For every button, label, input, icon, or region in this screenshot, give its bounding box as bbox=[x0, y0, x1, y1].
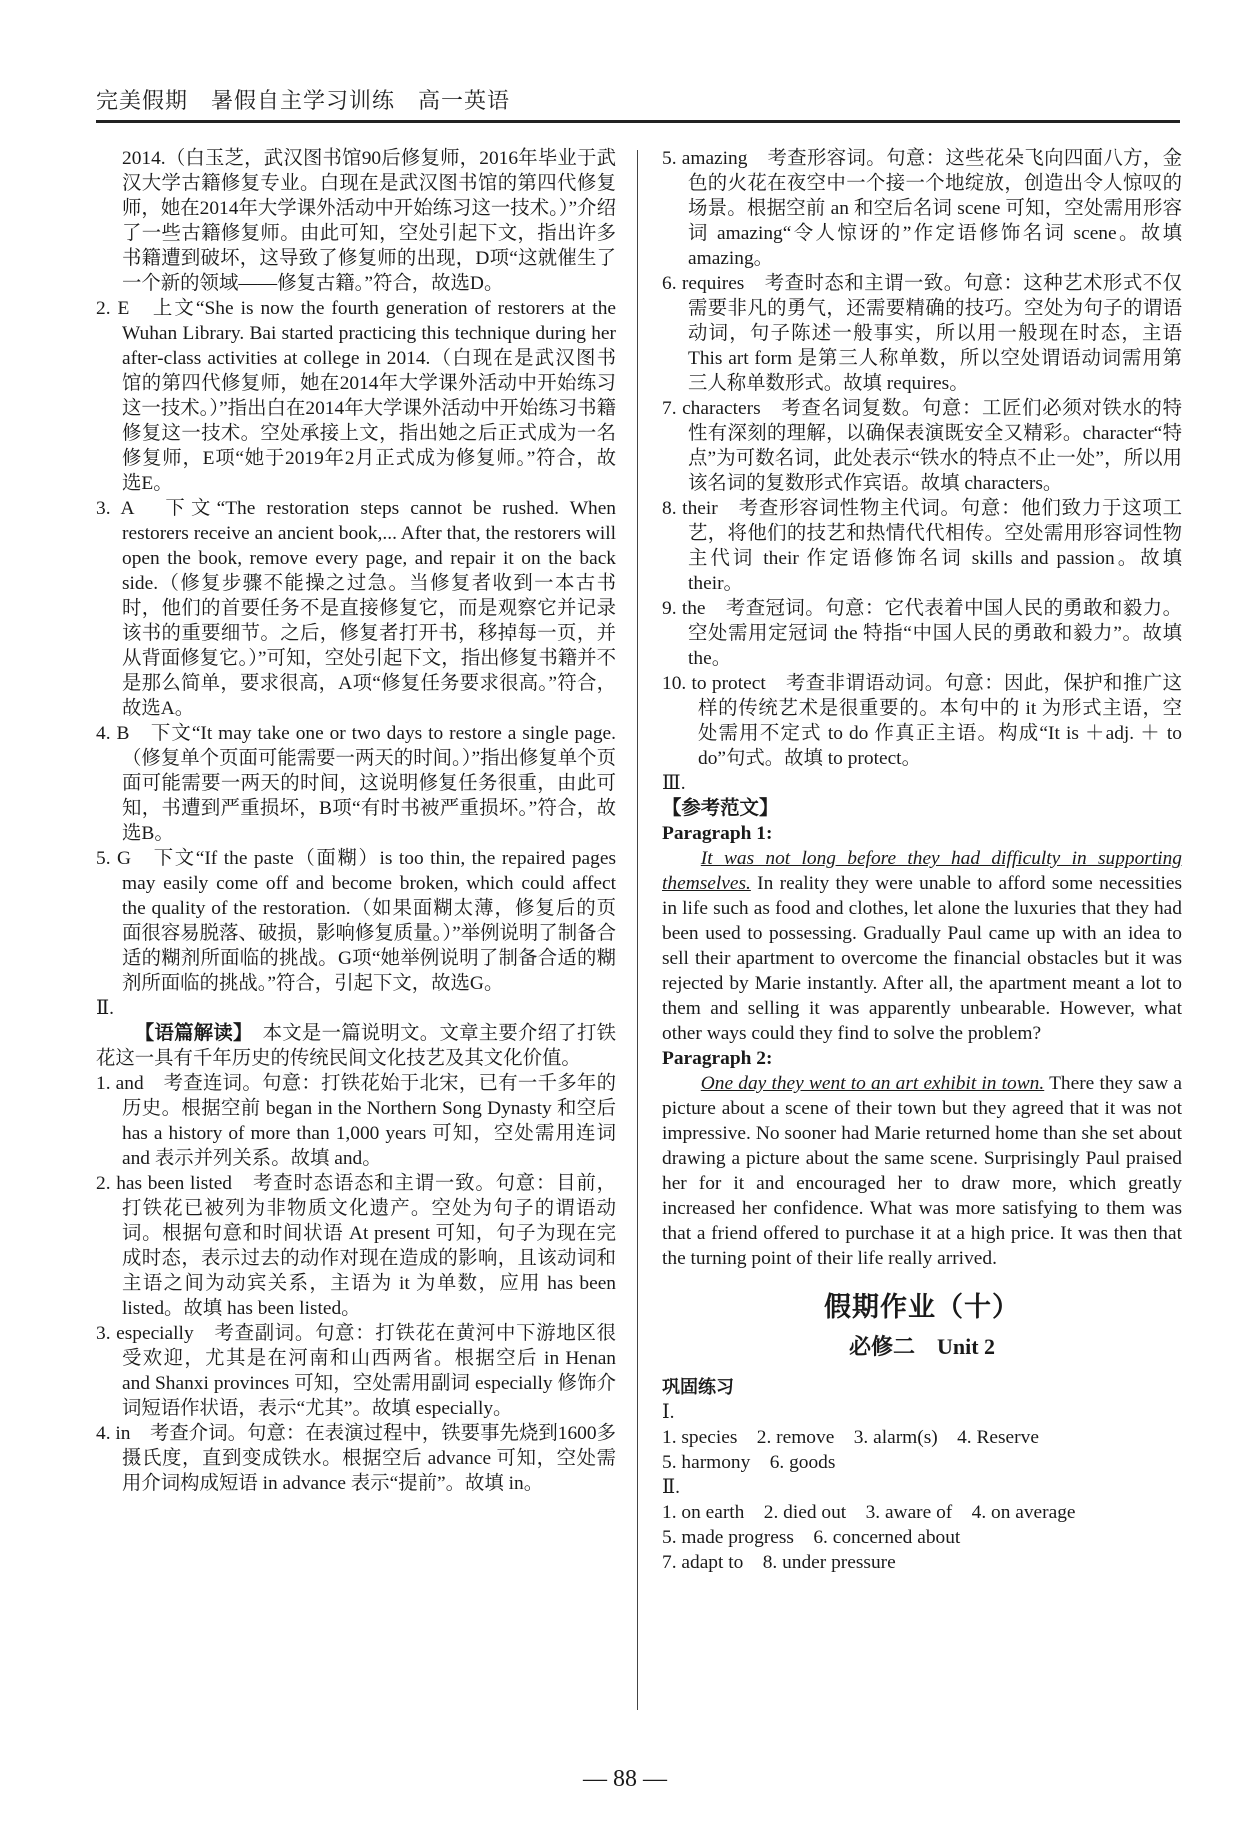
answer-1-continued: 2014.（白玉芝，武汉图书馆90后修复师，2016年毕业于武汉大学古籍修复专业。白现在是武汉图书馆的第四代修复师，她在2014年大学课外活动中开始练习这一技术。）”介绍了一些古籍修复师。由此可知，空处引起下文，指出许多书籍遭到破坏，这导致了修复师的出现，D项“这就催生了一个新的领域——修复古籍。”符合，故选D。 bbox=[122, 148, 616, 294]
blank-answer-1: 1. and 考查连词。句意：打铁花始于北宋，已有一千多年的历史。根据空前 began in the Northern Song Dynasty 和空后 has a history of more than 1,000 years 可知，空处需用连词 and 表示并列关系。故填 and。 bbox=[96, 1073, 616, 1169]
exercise-1-line-2: 5. harmony 6. goods bbox=[662, 1452, 836, 1473]
exercise-2-line-1: 1. on earth 2. died out 3. aware of 4. on average bbox=[662, 1502, 1076, 1523]
exercise-roman-2: Ⅱ. bbox=[662, 1477, 681, 1498]
consolidation-label: 巩固练习 bbox=[662, 1377, 734, 1398]
paragraph-1-label: Paragraph 1: bbox=[662, 823, 773, 844]
analysis-text: 本文是一篇说明文。文章主要介绍了打铁花这一具有千年历史的传统民间文化技艺及其文化价值。 bbox=[96, 1023, 617, 1069]
reference-essay-label: 【参考范文】 bbox=[662, 798, 779, 819]
analysis-label: 【语篇解读】 bbox=[134, 1023, 243, 1044]
blank-answer-10: 10. to protect 考查非谓语动词。句意：因此，保护和推广这样的传统艺术是很重要的。本句中的 it 为形式主语，空处需用不定式 to do 作真正主语。构成“It is ＋adj. ＋ to do”句式。故填 to protect。 bbox=[662, 673, 1182, 769]
answer-2: 2. E 上文“She is now the fourth generation of restorers at the Wuhan Library. Bai started practicing this technique during her after-class activities at college in 2014.（白现在是武汉图书馆的第四代修复师，她在2014年大学课外活动中开始练习这一技术。）”指出白在2014年大学课外活动中开始练习书籍修复这一技术。空处承接上文，指出她之后正式成为一名修复师，E项“她于2019年2月正式成为修复师。”符合，故选E。 bbox=[96, 298, 616, 494]
answer-3: 3. A 下文“The restoration steps cannot be rushed. When restorers receive an ancient book,... After that, the restorers will open the book, remove every page, and repair it on the back side.（修复步骤不能操之过急。当修复者收到一本古书时，他们的首要任务不是直接修复它，而是观察它并记录该书的重要细节。之后，修复者打开书，移掉每一页，并从背面修复它。）”可知，空处引起下文，指出修复书籍并不是那么简单，要求很高，A项“修复任务要求很高。”符合，故选A。 bbox=[96, 498, 616, 719]
blank-answer-5: 5. amazing 考查形容词。句意：这些花朵飞向四面八方，金色的火花在夜空中一个接一个地绽放，创造出令人惊叹的场景。根据空前 an 和空后名词 scene 可知，空处需用形容词 amazing“令人惊讶的”作定语修饰名词 scene。故填 amazing。 bbox=[662, 148, 1182, 269]
blank-answer-7: 7. characters 考查名词复数。句意：工匠们必须对铁水的特性有深刻的理解，以确保表演既安全又精彩。character“特点”为可数名词，此处表示“铁水的特点不止一处”，所以用该名词的复数形式作宾语。故填 characters。 bbox=[662, 398, 1182, 494]
paragraph-1 bbox=[662, 846, 1182, 1046]
blank-answer-6: 6. requires 考查时态和主谓一致。句意：这种艺术形式不仅需要非凡的勇气，还需要精确的技巧。空处为句子的谓语动词，句子陈述一般事实，所以用一般现在时态，主语 This art form 是第三人称单数，所以空处谓语动词需用第三人称单数形式。故填 requires。 bbox=[662, 273, 1182, 394]
blank-answer-9: 9. the 考查冠词。句意：它代表着中国人民的勇敢和毅力。空处需用定冠词 the 特指“中国人民的勇敢和毅力”。故填 the。 bbox=[662, 598, 1182, 669]
unit-title: 必修二 Unit 2 bbox=[848, 1334, 996, 1359]
paragraph-1-body: In reality they were unable to afford some necessities in life such as food and clothes, let alone the luxuries that they had been used to possessing. Gradually Paul came up with an idea to sell their apartment to overcome the financial obstacles but it was rejected by Marie instantly. After all, the apartment meant a lot to them and selling it was apparently unbearable. However, what other ways could they find to solve the problem? bbox=[662, 873, 1182, 1044]
answer-4: 4. B 下文“It may take one or two days to restore a single page.（修复单个页面可能需要一两天的时间。）”指出修复单个页面可能需要一两天的时间，这说明修复任务很重，由此可知，书遭到严重损坏，B项“有时书被严重损坏。”符合，故选B。 bbox=[96, 723, 616, 844]
exercise-roman-1: Ⅰ. bbox=[662, 1402, 675, 1423]
passage-analysis bbox=[96, 1021, 616, 1071]
page-header: 完美假期 暑假自主学习训练 高一英语 bbox=[96, 89, 511, 114]
blank-answer-3: 3. especially 考查副词。句意：打铁花在黄河中下游地区很受欢迎，尤其是在河南和山西两省。根据空后 in Henan and Shanxi provinces 可知，空处需用副词 especially 修饰介词短语作状语，表示“尤其”。故填 especially。 bbox=[96, 1323, 616, 1419]
homework-title: 假期作业（十） bbox=[824, 1292, 1020, 1323]
paragraph-2-given-sentence: One day they went to an art exhibit in town. bbox=[700, 1073, 1045, 1094]
paragraph-2-label: Paragraph 2: bbox=[662, 1048, 773, 1069]
paragraph-2-body: There they saw a picture about a scene of their town but they agreed that it was not impressive. No sooner had Marie returned home than she set about drawing a picture about the same scene. Surprisingly Paul praised her for it and encouraged her to draw more, which greatly increased her confidence. What was more satisfying to them was that a friend offered to purchase it at a high price. It was then that the turning point of their life really arrived. bbox=[662, 1073, 1182, 1269]
exercise-2-line-3: 7. adapt to 8. under pressure bbox=[662, 1552, 896, 1573]
exercise-2-line-2: 5. made progress 6. concerned about bbox=[662, 1527, 961, 1548]
section-roman-3: Ⅲ. bbox=[662, 773, 686, 794]
page-number: — 88 — bbox=[583, 1766, 667, 1792]
exercise-1-line-1: 1. species 2. remove 3. alarm(s) 4. Reserve bbox=[662, 1427, 1039, 1448]
blank-answer-2: 2. has been listed 考查时态语态和主谓一致。句意：目前，打铁花已被列为非物质文化遗产。空处为句子的谓语动词。根据句意和时间状语 At present 可知，句子为现在完成时态，表示过去的动作对现在造成的影响，且该动词和主语之间为动宾关系，主语为 it 为单数，应用 has been listed。故填 has been listed。 bbox=[96, 1173, 616, 1319]
header-rule bbox=[96, 120, 1180, 123]
paragraph-2 bbox=[662, 1071, 1182, 1271]
section-roman-2: Ⅱ. bbox=[96, 998, 115, 1019]
blank-answer-4: 4. in 考查介词。句意：在表演过程中，铁要事先烧到1600多摄氏度，直到变成铁水。根据空后 advance 可知，空处需用介词构成短语 in advance 表示“提前”。故填 in。 bbox=[96, 1423, 616, 1494]
paragraph-1-given-sentence: It was not long before they had difficulty in supporting themselves. bbox=[662, 848, 1182, 894]
column-divider bbox=[637, 150, 638, 1710]
left-column bbox=[96, 146, 616, 1496]
blank-answer-8: 8. their 考查形容词性物主代词。句意：他们致力于这项工艺，将他们的技艺和热情代代相传。空处需用形容词性物主代词 their 作定语修饰名词 skills and passion。故填 their。 bbox=[662, 498, 1182, 594]
answer-5: 5. G 下文“If the paste（面糊）is too thin, the repaired pages may easily come off and become broken, which could affect the quality of the restoration.（如果面糊太薄，修复后的页面很容易脱落、破损，影响修复质量。）”举例说明了制备合适的糊剂所面临的挑战。G项“她举例说明了制备合适的糊剂所面临的挑战。”符合，引起下文，故选G。 bbox=[96, 848, 616, 994]
right-column bbox=[662, 146, 1182, 1575]
